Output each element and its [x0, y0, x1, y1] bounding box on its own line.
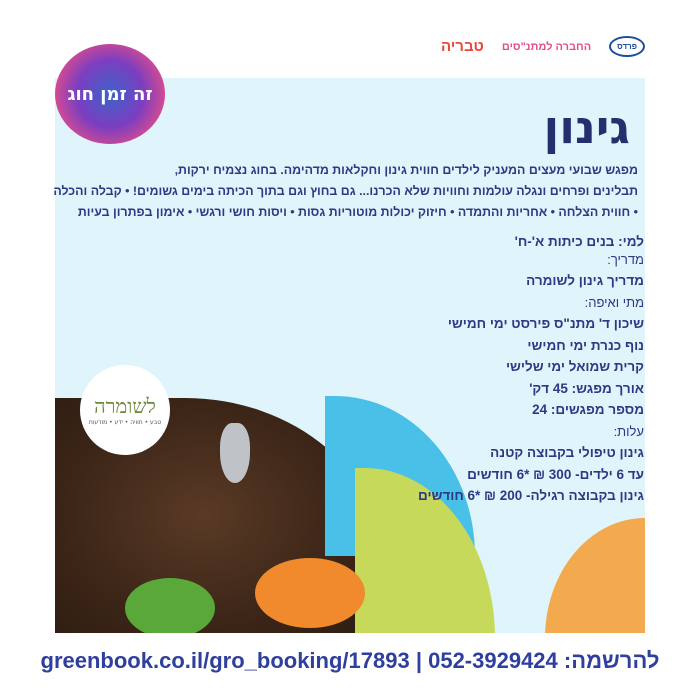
- cost-item: גינון בקבוצה רגילה- 200 ₪ *6 חודשים: [418, 488, 644, 503]
- description-line: • חווית הצלחה • אחריות והתמדה • חיזוק יכולות מוטוריות גסות • ויסות חושי ורגשי • אימון בפתרון בעיות: [77, 205, 638, 219]
- details: [344, 233, 644, 505]
- instructor-label: מדריך:: [607, 251, 644, 267]
- description-line: מפגש שבועי מעצים המעניק לילדים חווית גינון וחקלאות מדהימה. בחוג נצמיח ירקות,: [174, 163, 638, 177]
- for-whom: למי: בנים כיתות א'-ח': [514, 234, 644, 249]
- page-title: גינון: [543, 100, 630, 154]
- partner-logos: [441, 36, 645, 57]
- cost-item: גינון טיפולי בקבוצה קטנה: [490, 445, 644, 460]
- when-where-label: מתי ואיפה:: [584, 294, 644, 310]
- lishmora-name: לשומרה: [94, 394, 156, 418]
- cost-item: עד 6 ילדים- 300 ₪ *6 חודשים: [467, 466, 644, 482]
- cost-label: עלות:: [613, 423, 644, 439]
- lishmora-logo: [80, 365, 170, 455]
- duration: אורך מפגש: 45 דק': [529, 380, 644, 396]
- tiberias-logo: טבריה: [440, 38, 484, 55]
- location: נוף כנרת ימי חמישי: [527, 337, 644, 353]
- location: קרית שמואל ימי שלישי: [505, 359, 644, 374]
- registration-footer[interactable]: להרשמה: greenbook.co.il/gro_booking/17893 | 052-3929424: [40, 648, 660, 673]
- lishmora-tagline: טבע • חוויה • ידע • מודעות: [88, 419, 162, 426]
- trowel: [220, 423, 250, 483]
- orange-flowers: [255, 558, 365, 628]
- sessions: מספר מפגשים: 24: [532, 402, 644, 417]
- kids-activity-logo: זה זמן חוג: [55, 44, 165, 144]
- description: [48, 160, 638, 223]
- pardes-logo: פרדס: [609, 36, 645, 57]
- matnasim-logo: החברה למתנ"סים: [501, 40, 592, 53]
- location: שיכון ד' מתנ"ס פירסט ימי חמישי: [447, 316, 644, 331]
- decor-orange-shape: [545, 518, 645, 633]
- plant-leaves: [125, 578, 215, 633]
- instructor: מדריך גינון לשומרה: [526, 273, 644, 288]
- description-line: תבלינים ופרחים ונגלה עולמות וחוויות שלא הכרנו... גם בחוץ וגם בתוך הכיתה בימים גשומים! • קבלה והכלה: [53, 184, 638, 198]
